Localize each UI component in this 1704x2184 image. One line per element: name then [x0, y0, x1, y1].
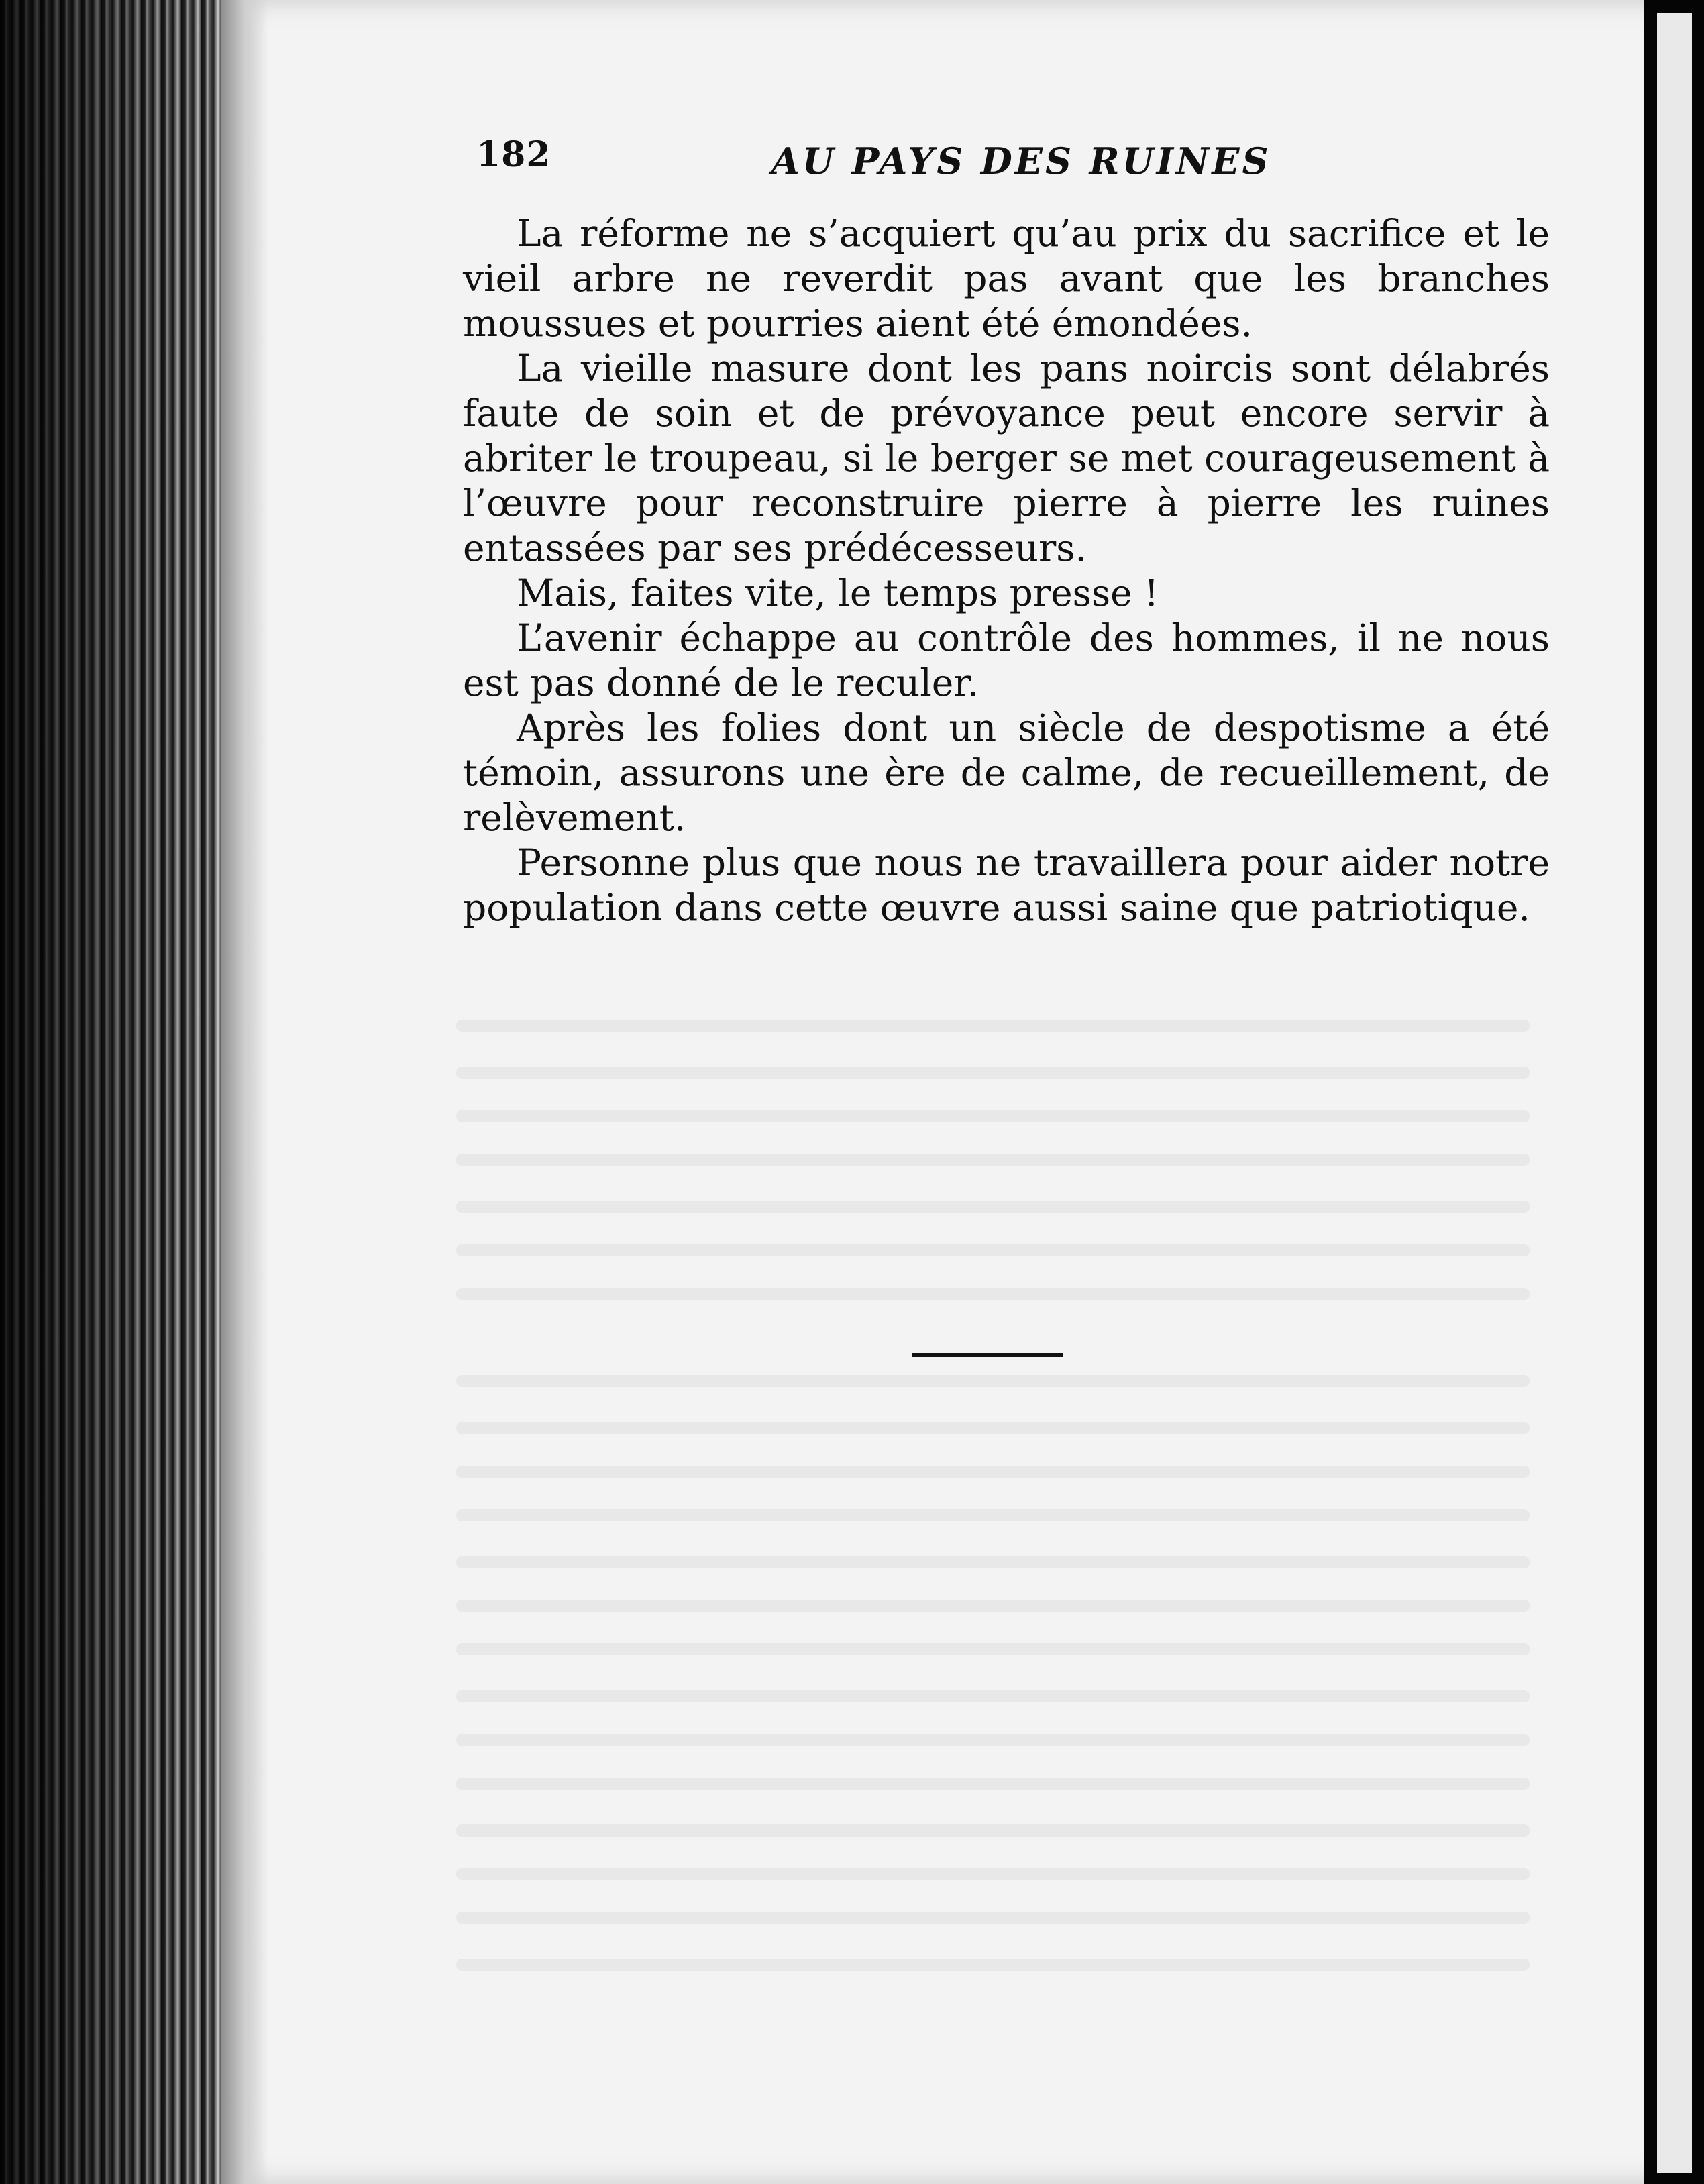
paragraph: Après les folies dont un siècle de despotisme a été témoin, assurons une ère de calme, de recueillement, de relèvement. [463, 706, 1550, 839]
paragraph: La réforme ne s’acquiert qu’au prix du sacrifice et le vieil arbre ne reverdit pas avant que les branches moussues et pourries aient été émondées. [463, 212, 1550, 345]
section-end-rule [912, 1353, 1063, 1357]
page-gutter-shadow [221, 0, 268, 2184]
body-text [463, 211, 1550, 930]
paragraph: Mais, faites vite, le temps presse ! [517, 571, 1159, 614]
next-page-sliver [1657, 13, 1692, 2173]
page-number: 182 [476, 134, 551, 175]
paragraph: Personne plus que nous ne travaillera pour aider notre population dans cette œuvre aussi saine que patriotique. [463, 841, 1550, 929]
running-head [476, 134, 1271, 195]
book-edge-shadow [0, 0, 228, 2184]
paragraph: La vieille masure dont les pans noircis sont délabrés faute de soin et de prévoyance peut encore servir à abriter le troupeau, si le berger se met courageusement à l’œuvre pour reconstruire pierre à pierre les ruines entassées par ses prédécesseurs. [463, 347, 1550, 569]
page-header-title: AU PAYS DES RUINES [771, 140, 1271, 182]
paragraph: L’avenir échappe au contrôle des hommes, il ne nous est pas donné de le reculer. [463, 616, 1550, 704]
